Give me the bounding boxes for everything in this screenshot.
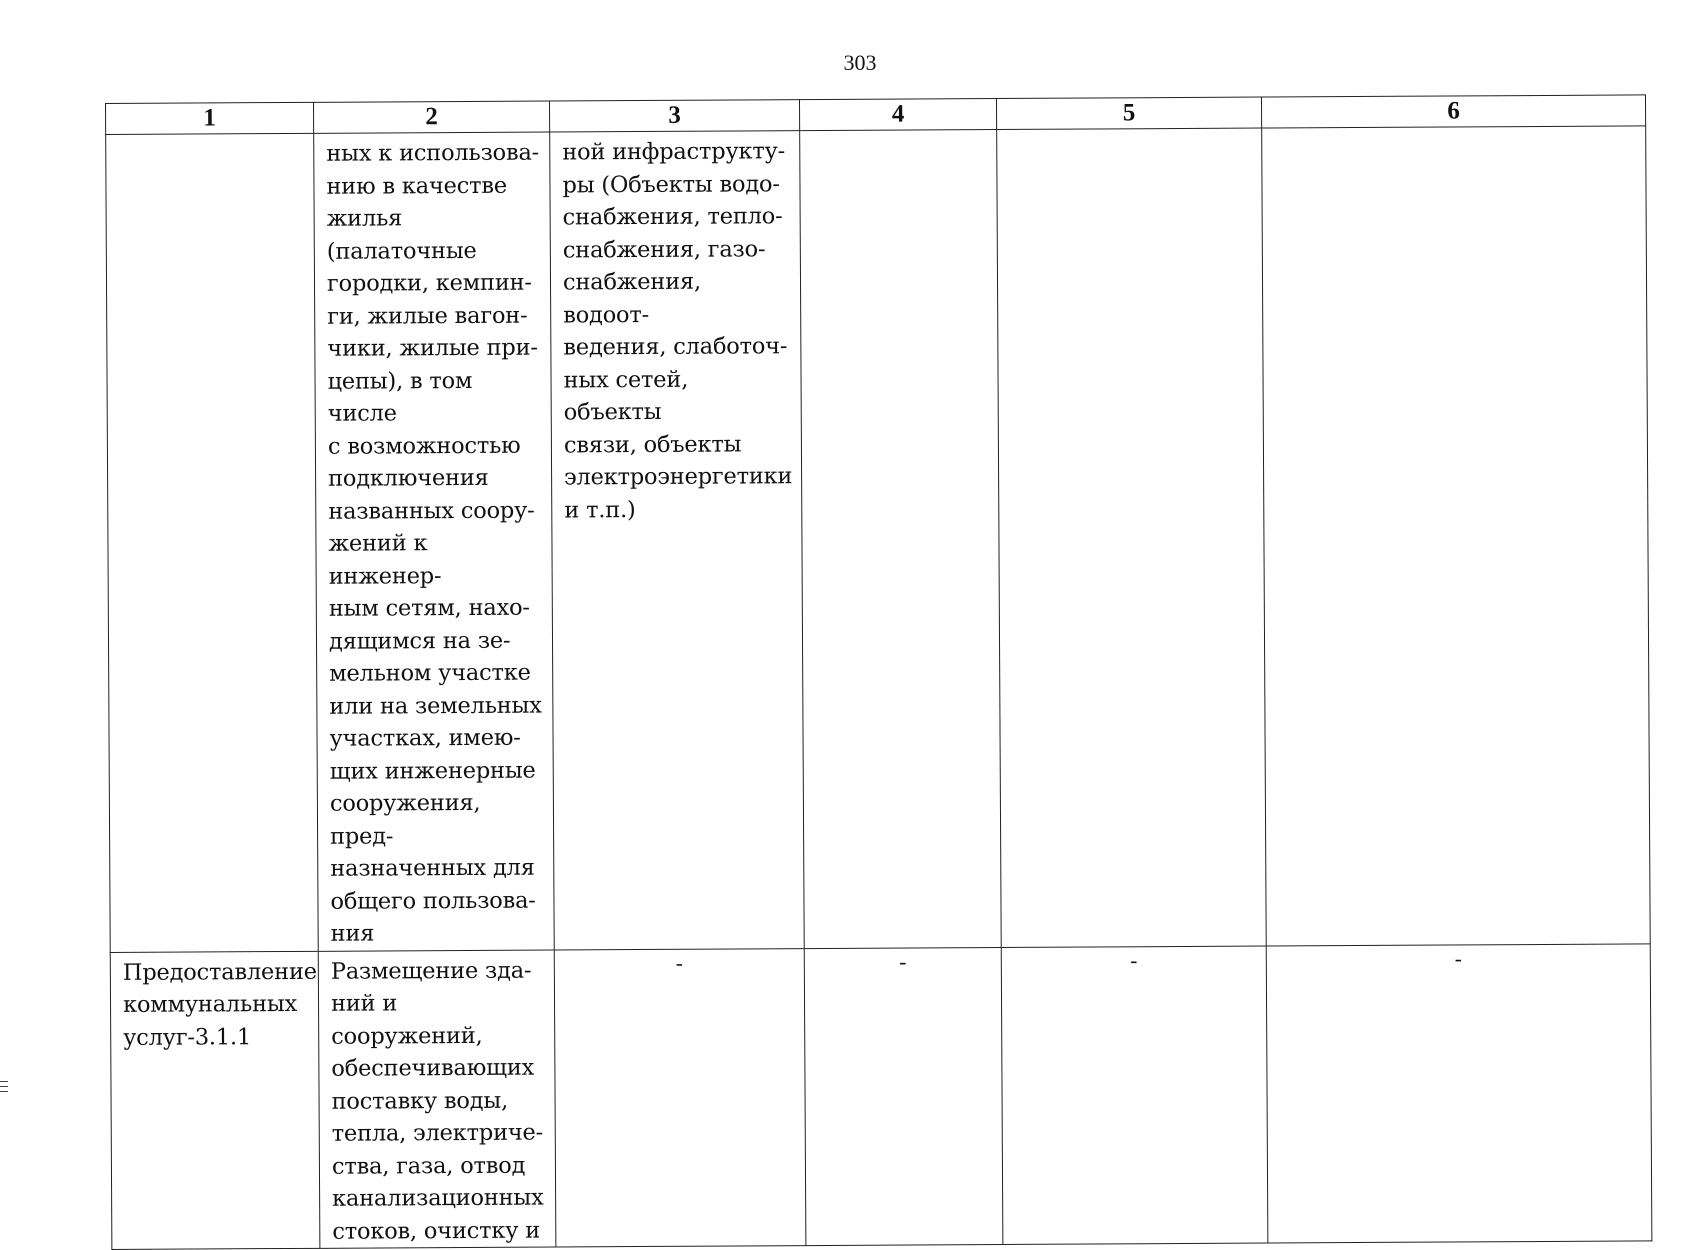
document-table — [105, 94, 1652, 1250]
table-cell — [554, 948, 806, 1247]
column-header-6: 6 — [1261, 95, 1645, 128]
empty-value-dash: - — [1454, 946, 1463, 972]
cell-text — [800, 130, 996, 135]
cell-text — [997, 129, 1261, 134]
cell-text — [106, 134, 313, 139]
column-header-2: 2 — [313, 101, 549, 133]
document-table-container — [105, 94, 1651, 1250]
table-cell — [106, 133, 319, 952]
table-row — [110, 943, 1652, 1249]
empty-value-dash: - — [675, 951, 684, 977]
table-cell — [318, 950, 556, 1249]
table-cell — [314, 132, 555, 951]
empty-value-dash: - — [899, 950, 907, 976]
cell-text: ной инфраструкту- ры (Объекты водо- снабжения, тепло- снабжения, газо- снабжения, водоот- ведения, слаботоч- ных сетей, объекты связи, объекты электроэнергетики и т.п.) — [562, 138, 793, 523]
table-row — [106, 126, 1651, 952]
cell-text: ных к использова- нию в качестве жилья (палаточные городки, кемпин- ги, жилые вагон- чики, жилые при- цепы), в том числе с возможностью подключения названных соору- жений к инженер- ным сетям, нахо- дящимся на зе- мельном участке или на земельных участках, имею- щих инженерные сооружения, пред- назначенных для общего пользова- ния — [326, 139, 542, 947]
column-header-1: 1 — [106, 102, 314, 134]
table-cell — [1262, 126, 1651, 946]
scan-margin-mark — [0, 1081, 8, 1099]
cell-text: Предоставление коммунальных услуг-3.1.1 — [122, 958, 317, 1051]
column-header-3: 3 — [549, 100, 799, 132]
column-header-5: 5 — [996, 97, 1261, 129]
table-cell — [110, 951, 320, 1250]
table-cell — [800, 130, 1002, 949]
empty-value-dash: - — [1130, 948, 1138, 974]
table-cell — [804, 947, 1003, 1246]
cell-text — [1262, 126, 1645, 132]
table-cell — [1266, 943, 1652, 1243]
table-cell — [550, 131, 805, 950]
column-header-4: 4 — [799, 99, 996, 131]
table-cell — [997, 128, 1267, 947]
cell-text: Размещение зда- ний и сооружений, обеспечивающих поставку воды, тепла, электриче- ства, газа, отвод канализационных стоков, очистку и — [330, 957, 544, 1245]
page-number: 303 — [843, 50, 877, 75]
